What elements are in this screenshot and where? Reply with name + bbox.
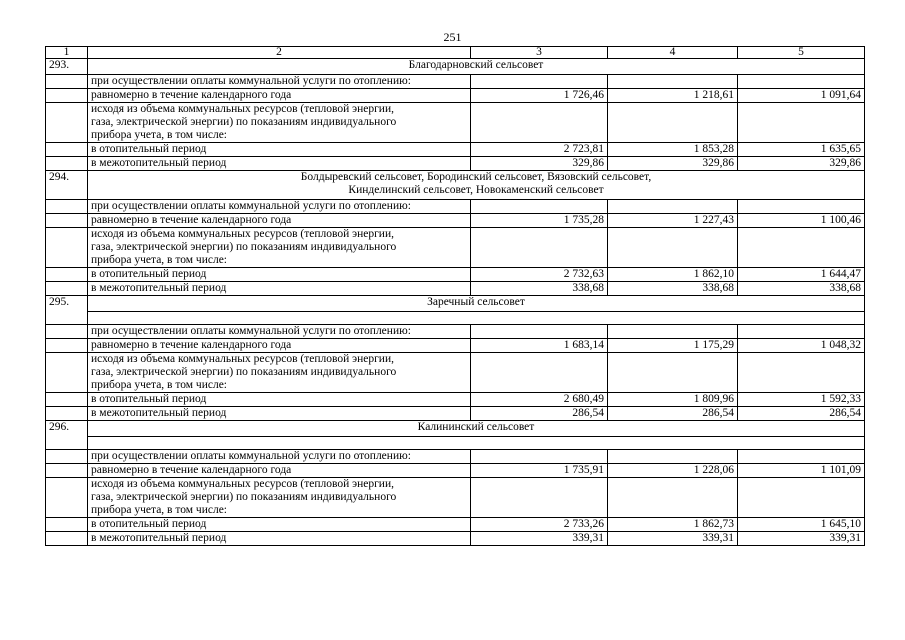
district-name — [88, 296, 865, 312]
value-cell — [738, 103, 865, 143]
value-cell: 1 862,73 — [608, 518, 738, 532]
value-cell: 1 048,32 — [738, 339, 865, 353]
district-row — [46, 59, 865, 75]
value-cell: 339,31 — [738, 532, 865, 546]
district-name — [88, 59, 865, 75]
blank-cell — [88, 437, 865, 450]
value-cell — [738, 478, 865, 518]
value-cell: 329,86 — [471, 157, 608, 171]
empty-cell — [46, 407, 88, 421]
row-label: в межотопительный период — [88, 282, 471, 296]
value-cell: 1 227,43 — [608, 214, 738, 228]
intro-row — [46, 200, 865, 214]
empty-cell — [46, 393, 88, 407]
value-cell — [608, 478, 738, 518]
empty-cell — [608, 450, 738, 464]
page-number: 251 — [443, 30, 462, 44]
empty-cell — [46, 353, 88, 393]
value-cell: 339,31 — [471, 532, 608, 546]
row-label: в межотопительный период — [88, 407, 471, 421]
empty-cell — [46, 89, 88, 103]
empty-cell — [608, 325, 738, 339]
row-label: при осуществлении оплаты коммунальной услуги по отоплению: — [88, 200, 471, 214]
value-cell: 1 175,29 — [608, 339, 738, 353]
row-label: равномерно в течение календарного года — [88, 339, 471, 353]
value-cell — [738, 353, 865, 393]
value-cell — [471, 228, 608, 268]
data-row — [46, 518, 865, 532]
district-row — [46, 171, 865, 200]
empty-cell — [738, 75, 865, 89]
empty-cell — [608, 200, 738, 214]
blank-cell — [88, 312, 865, 325]
value-cell: 1 645,10 — [738, 518, 865, 532]
data-row — [46, 143, 865, 157]
empty-cell — [471, 75, 608, 89]
empty-cell — [471, 200, 608, 214]
value-cell — [738, 228, 865, 268]
value-cell: 1 853,28 — [608, 143, 738, 157]
value-cell: 338,68 — [471, 282, 608, 296]
empty-cell — [608, 75, 738, 89]
row-label: в межотопительный период — [88, 532, 471, 546]
empty-cell — [46, 325, 88, 339]
value-cell: 2 733,26 — [471, 518, 608, 532]
district-name-line: Благодарновский сельсовет — [408, 59, 544, 71]
value-cell — [471, 353, 608, 393]
blank-row — [46, 437, 865, 450]
row-label: в межотопительный период — [88, 157, 471, 171]
data-row — [46, 103, 865, 143]
empty-cell — [46, 75, 88, 89]
district-name-line: Калининский сельсовет — [417, 421, 535, 433]
value-cell: 1 735,28 — [471, 214, 608, 228]
value-cell: 1 635,65 — [738, 143, 865, 157]
value-cell: 2 732,63 — [471, 268, 608, 282]
data-row — [46, 339, 865, 353]
row-label: в отопительный период — [88, 143, 471, 157]
value-cell — [471, 478, 608, 518]
value-cell: 1 218,61 — [608, 89, 738, 103]
empty-cell — [46, 478, 88, 518]
row-number: 294. — [46, 171, 88, 200]
row-number: 296. — [46, 421, 88, 450]
row-label: в отопительный период — [88, 518, 471, 532]
value-cell: 286,54 — [738, 407, 865, 421]
header-cell: 3 — [471, 47, 608, 59]
empty-cell — [46, 214, 88, 228]
data-row — [46, 464, 865, 478]
district-row — [46, 421, 865, 437]
value-cell — [471, 103, 608, 143]
value-cell: 286,54 — [471, 407, 608, 421]
data-row — [46, 214, 865, 228]
value-cell — [608, 103, 738, 143]
district-name — [88, 421, 865, 437]
data-row — [46, 478, 865, 518]
value-cell — [608, 353, 738, 393]
value-cell: 1 100,46 — [738, 214, 865, 228]
empty-cell — [46, 518, 88, 532]
data-row — [46, 228, 865, 268]
empty-cell — [738, 325, 865, 339]
tariff-table — [45, 46, 865, 546]
empty-cell — [46, 143, 88, 157]
value-cell: 338,68 — [738, 282, 865, 296]
row-label: исходя из объема коммунальных ресурсов (тепловой энергии, газа, электрической энергии) по показаниям индивидуального прибора учета, в том числе: — [88, 103, 471, 143]
data-row — [46, 157, 865, 171]
empty-cell — [46, 268, 88, 282]
value-cell: 2 680,49 — [471, 393, 608, 407]
data-row — [46, 353, 865, 393]
data-row — [46, 89, 865, 103]
tariff-table-body — [46, 47, 865, 546]
value-cell: 1 683,14 — [471, 339, 608, 353]
header-row — [46, 47, 865, 59]
value-cell — [608, 228, 738, 268]
intro-row — [46, 75, 865, 89]
blank-row — [46, 312, 865, 325]
empty-cell — [471, 325, 608, 339]
row-label: при осуществлении оплаты коммунальной услуги по отоплению: — [88, 325, 471, 339]
header-cell: 4 — [608, 47, 738, 59]
intro-row — [46, 450, 865, 464]
empty-cell — [46, 339, 88, 353]
value-cell: 1 592,33 — [738, 393, 865, 407]
value-cell: 2 723,81 — [471, 143, 608, 157]
value-cell: 1 644,47 — [738, 268, 865, 282]
row-label: исходя из объема коммунальных ресурсов (тепловой энергии, газа, электрической энергии) по показаниям индивидуального прибора учета, в том числе: — [88, 353, 471, 393]
empty-cell — [471, 450, 608, 464]
empty-cell — [46, 228, 88, 268]
empty-cell — [46, 282, 88, 296]
empty-cell — [46, 103, 88, 143]
row-label: равномерно в течение календарного года — [88, 214, 471, 228]
row-label: в отопительный период — [88, 268, 471, 282]
value-cell: 329,86 — [738, 157, 865, 171]
row-label: исходя из объема коммунальных ресурсов (тепловой энергии, газа, электрической энергии) по показаниям индивидуального прибора учета, в том числе: — [88, 478, 471, 518]
data-row — [46, 393, 865, 407]
row-number: 295. — [46, 296, 88, 325]
value-cell: 1 726,46 — [471, 89, 608, 103]
district-name-line: Кинделинский сельсовет, Новокаменский сельсовет — [348, 184, 604, 196]
row-label: равномерно в течение календарного года — [88, 89, 471, 103]
row-label: при осуществлении оплаты коммунальной услуги по отоплению: — [88, 75, 471, 89]
empty-cell — [46, 157, 88, 171]
data-row — [46, 532, 865, 546]
empty-cell — [46, 464, 88, 478]
row-label: равномерно в течение календарного года — [88, 464, 471, 478]
value-cell: 1 809,96 — [608, 393, 738, 407]
row-label: в отопительный период — [88, 393, 471, 407]
value-cell: 1 862,10 — [608, 268, 738, 282]
empty-cell — [738, 200, 865, 214]
value-cell: 1 735,91 — [471, 464, 608, 478]
intro-row — [46, 325, 865, 339]
district-name-line: Болдыревский сельсовет, Бородинский сельсовет, Вязовский сельсовет, — [300, 171, 652, 183]
value-cell: 339,31 — [608, 532, 738, 546]
value-cell: 338,68 — [608, 282, 738, 296]
empty-cell — [46, 450, 88, 464]
value-cell: 329,86 — [608, 157, 738, 171]
row-label: при осуществлении оплаты коммунальной услуги по отоплению: — [88, 450, 471, 464]
value-cell: 286,54 — [608, 407, 738, 421]
header-cell: 5 — [738, 47, 865, 59]
row-number: 293. — [46, 59, 88, 75]
data-row — [46, 282, 865, 296]
value-cell: 1 101,09 — [738, 464, 865, 478]
district-row — [46, 296, 865, 312]
data-row — [46, 407, 865, 421]
value-cell: 1 091,64 — [738, 89, 865, 103]
district-name — [88, 171, 865, 200]
header-cell: 1 — [46, 47, 88, 59]
empty-cell — [738, 450, 865, 464]
value-cell: 1 228,06 — [608, 464, 738, 478]
empty-cell — [46, 200, 88, 214]
header-cell: 2 — [88, 47, 471, 59]
row-label: исходя из объема коммунальных ресурсов (тепловой энергии, газа, электрической энергии) по показаниям индивидуального прибора учета, в том числе: — [88, 228, 471, 268]
empty-cell — [46, 532, 88, 546]
district-name-line: Заречный сельсовет — [427, 296, 525, 308]
data-row — [46, 268, 865, 282]
